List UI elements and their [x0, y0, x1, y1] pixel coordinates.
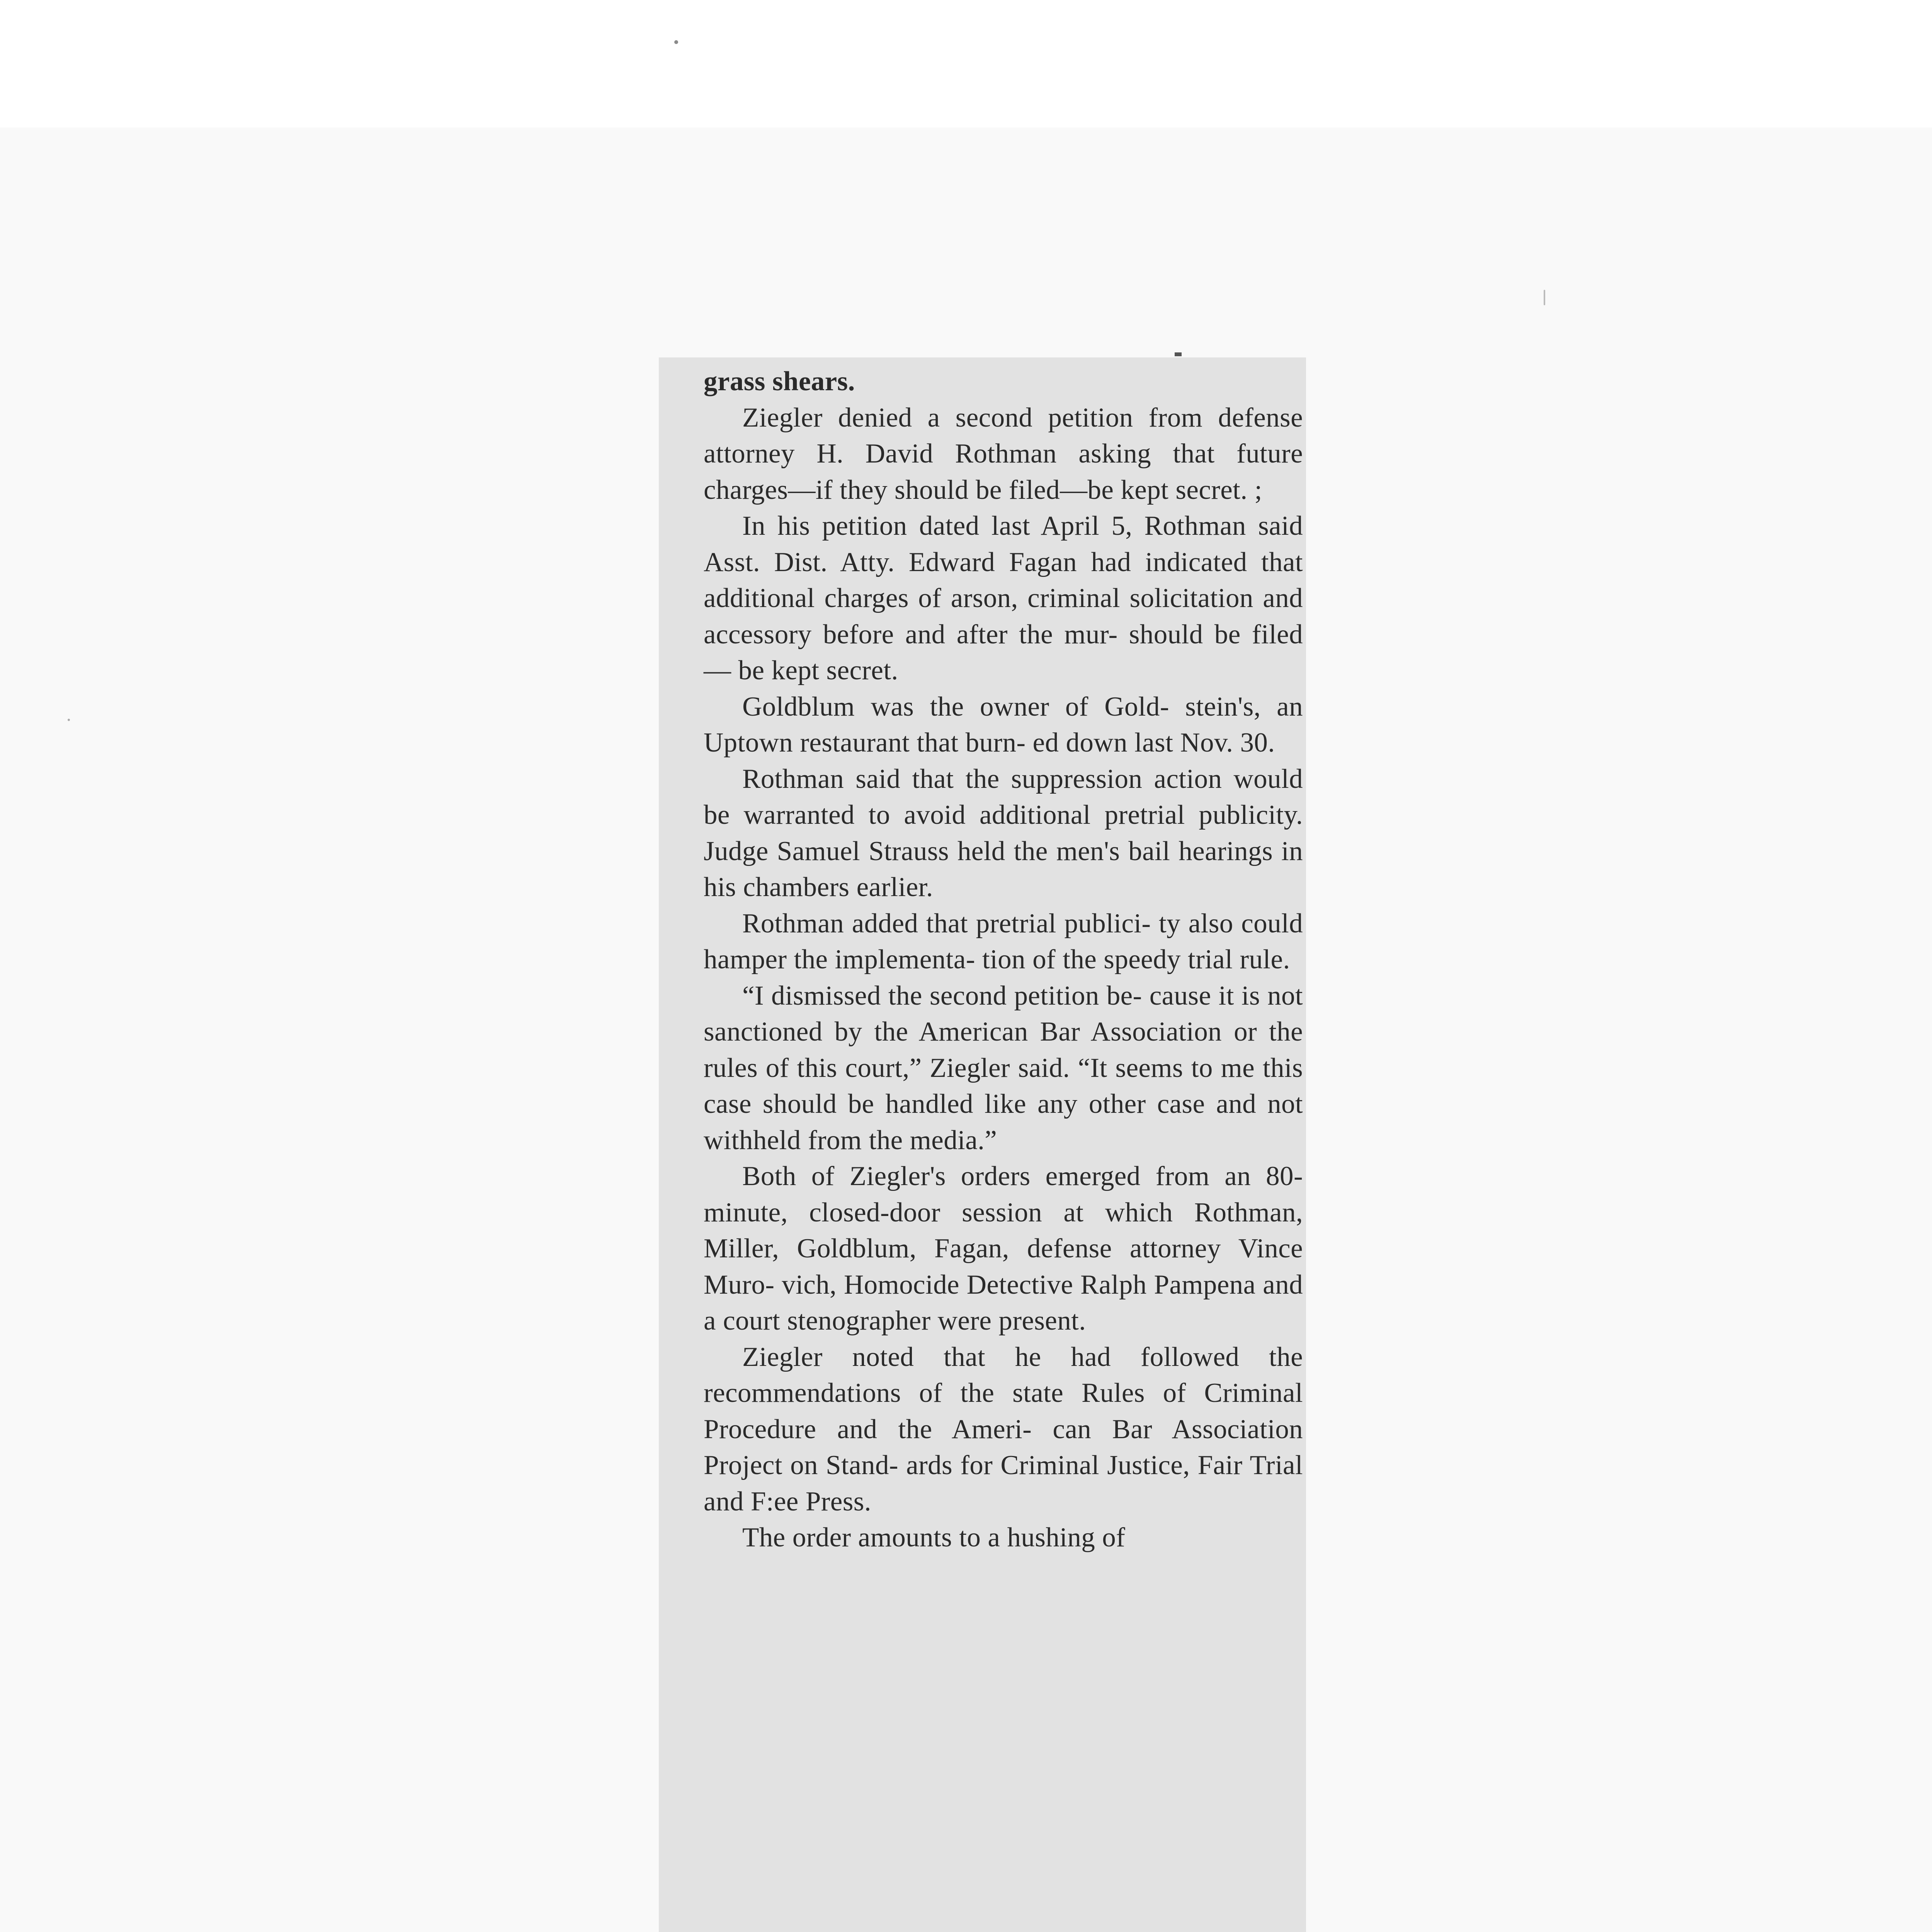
clipping-mark: [1175, 352, 1182, 356]
scan-speck: [674, 40, 678, 44]
article-paragraph: Ziegler noted that he had followed the recommendations of the state Rules of Criminal Procedure and the Ameri- can Bar Association Project on Stand- ards for Criminal Justice, Fair Trial and F:ee Press.: [704, 1342, 1303, 1517]
article-paragraph: Rothman said that the suppression action would be warranted to avoid additional pretrial publicity. Judge Samuel Strauss held the men's bail hearings in his chambers earlier.: [704, 764, 1303, 902]
scan-speck: [68, 719, 70, 721]
article-paragraph: “I dismissed the second petition be- cause it is not sanctioned by the American Bar Association or the rules of this court,” Ziegler said. “It seems to me this case should be handled like any other case and not withheld from the media.”: [704, 980, 1303, 1155]
article-paragraph: grass shears.: [704, 366, 855, 396]
article-paragraph: The order amounts to a hushing of: [742, 1522, 1126, 1553]
article-paragraph: Both of Ziegler's orders emerged from an 80-minute, closed-door session at which Rothman, Miller, Goldblum, Fagan, defense attorney Vince Muro- vich, Homocide Detective Ralph Pampena and a court stenographer were present.: [704, 1161, 1303, 1336]
article-column: [704, 364, 1303, 1556]
article-paragraph: Ziegler denied a second petition from defense attorney H. David Rothman asking that future charges—if they should be filed—be kept secret. ;: [704, 402, 1303, 505]
article-paragraph: Rothman added that pretrial publici- ty also could hamper the implementa- tion of the speedy trial rule.: [704, 908, 1303, 975]
article-paragraph: In his petition dated last April 5, Rothman said Asst. Dist. Atty. Edward Fagan had indicated that additional charges of arson, criminal solicitation and accessory before and after the mur- should be filed — be kept secret.: [704, 511, 1303, 685]
scan-top-margin: [0, 0, 1932, 128]
newspaper-clipping: [659, 357, 1306, 1932]
scan-speck: [1544, 290, 1545, 305]
article-paragraph: Goldblum was the owner of Gold- stein's, an Uptown restaurant that burn- ed down last Nov. 30.: [704, 691, 1303, 758]
